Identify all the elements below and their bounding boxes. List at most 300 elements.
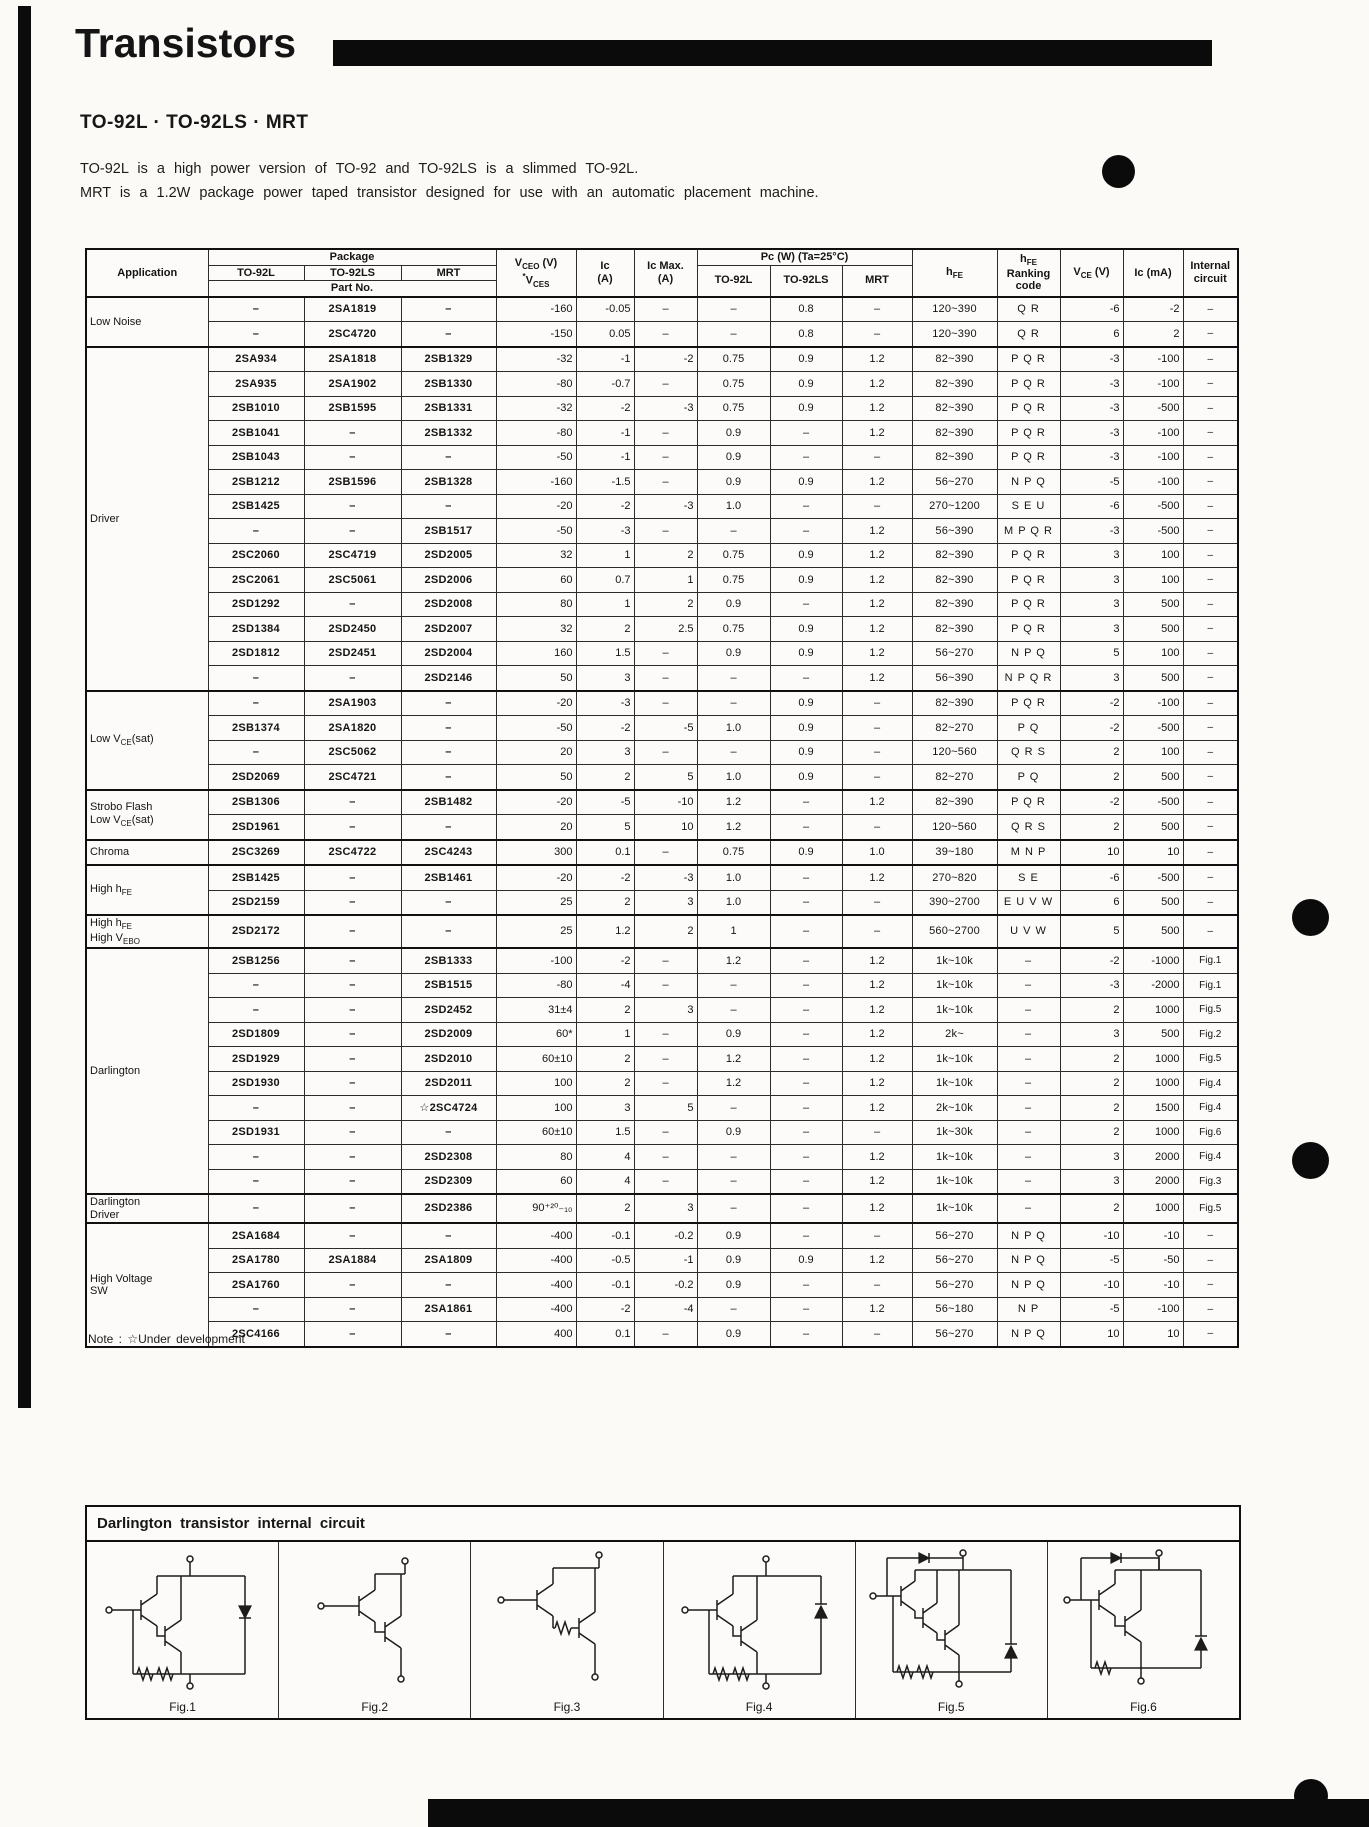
spec-cell: 0.7 [576, 568, 634, 593]
spec-cell: 0.1 [576, 1322, 634, 1347]
spec-cell: 0.9 [770, 641, 842, 666]
spec-cell: 5 [634, 765, 697, 790]
spec-cell: – [770, 998, 842, 1023]
spec-cell: 1.2 [842, 1047, 912, 1072]
spec-cell: – [697, 973, 770, 998]
spec-cell: – [401, 1273, 496, 1298]
spec-cell: – [770, 421, 842, 446]
spec-cell: -2 [1060, 948, 1123, 973]
spec-cell: -4 [634, 1297, 697, 1322]
spec-cell: 1000 [1123, 1194, 1183, 1223]
spec-cell: 2 [576, 1194, 634, 1223]
spec-cell: – [842, 322, 912, 347]
spec-cell: 82~390 [912, 421, 997, 446]
spec-cell: -160 [496, 470, 576, 495]
spec-cell: 0.9 [770, 716, 842, 741]
table-row [86, 790, 1238, 815]
application-cell: High $h_{FE}$ High $V_{EBO}$ [86, 915, 208, 948]
spec-cell: P Q R [997, 568, 1060, 593]
spec-cell: 0.9 [697, 1022, 770, 1047]
spec-cell: -3 [1060, 519, 1123, 544]
spec-cell: 2k~10k [912, 1096, 997, 1121]
spec-cell: 2 [1060, 1096, 1123, 1121]
spec-cell: 2SC4166 [208, 1322, 304, 1347]
col-ic-max: Ic Max. (A) [634, 249, 697, 297]
spec-cell: 0.75 [697, 543, 770, 568]
spec-cell: 6 [1060, 322, 1123, 347]
spec-cell: 0.9 [770, 1248, 842, 1273]
spec-cell: 50 [496, 666, 576, 691]
spec-cell: 2SB1331 [401, 396, 496, 421]
spec-cell: 2SB1374 [208, 716, 304, 741]
spec-cell: – [304, 666, 401, 691]
spec-cell: -3 [634, 396, 697, 421]
spec-cell: – [697, 322, 770, 347]
spec-cell: 1k~10k [912, 1169, 997, 1194]
spec-cell: Fig.1 [1183, 948, 1238, 973]
spec-cell: 2SB1333 [401, 948, 496, 973]
spec-cell: – [1183, 890, 1238, 915]
spec-cell: 2SD2009 [401, 1022, 496, 1047]
spec-cell: – [997, 1120, 1060, 1145]
spec-cell: – [634, 1145, 697, 1170]
spec-cell: – [842, 765, 912, 790]
spec-cell: -1.5 [576, 470, 634, 495]
spec-cell: – [770, 865, 842, 890]
spec-cell: 500 [1123, 765, 1183, 790]
spec-cell: 2SB1482 [401, 790, 496, 815]
spec-cell: -20 [496, 494, 576, 519]
spec-cell: 2SD2069 [208, 765, 304, 790]
spec-cell: – [1183, 543, 1238, 568]
spec-cell: -50 [496, 445, 576, 470]
spec-cell: – [401, 494, 496, 519]
spec-cell: – [634, 421, 697, 446]
table-row [86, 297, 1238, 322]
spec-cell: 2SB1517 [401, 519, 496, 544]
spec-cell: -1 [634, 1248, 697, 1273]
spec-cell: – [208, 691, 304, 716]
spec-cell: – [1183, 716, 1238, 741]
spec-cell: 2SD2010 [401, 1047, 496, 1072]
spec-cell: 0.9 [697, 1120, 770, 1145]
figure-label: Fig.4 [745, 1700, 773, 1714]
spec-cell: 1.2 [842, 998, 912, 1023]
spec-cell: Fig.2 [1183, 1022, 1238, 1047]
spec-cell: P Q [997, 716, 1060, 741]
spec-cell: 2SB1595 [304, 396, 401, 421]
spec-cell: 1.2 [842, 543, 912, 568]
spec-cell: 2 [634, 592, 697, 617]
spec-cell: 80 [496, 1145, 576, 1170]
spec-cell: 3 [1060, 1022, 1123, 1047]
left-edge-bar [18, 6, 31, 1408]
spec-cell: -500 [1123, 519, 1183, 544]
spec-cell: 1.2 [842, 973, 912, 998]
spec-cell: 0.9 [697, 1248, 770, 1273]
spec-cell: – [842, 1120, 912, 1145]
table-row [86, 543, 1238, 568]
spec-cell: P Q R [997, 347, 1060, 372]
spec-cell: – [697, 519, 770, 544]
spec-cell: 50 [496, 765, 576, 790]
figure-panel [87, 1542, 279, 1718]
spec-cell: 500 [1123, 890, 1183, 915]
spec-cell: – [697, 1169, 770, 1194]
col-pc-mrt: MRT [842, 265, 912, 297]
spec-cell: -80 [496, 421, 576, 446]
spec-cell: – [208, 1297, 304, 1322]
table-row [86, 765, 1238, 790]
spec-cell: P Q R [997, 421, 1060, 446]
spec-cell: -80 [496, 372, 576, 397]
spec-cell: 0.9 [697, 1273, 770, 1298]
table-row [86, 740, 1238, 765]
table-row [86, 641, 1238, 666]
table-row [86, 666, 1238, 691]
spec-cell: 2SC4720 [304, 322, 401, 347]
spec-cell: 1.0 [842, 840, 912, 866]
spec-cell: 1.2 [842, 396, 912, 421]
table-row [86, 840, 1238, 866]
spec-cell: N P Q [997, 1248, 1060, 1273]
spec-cell: 3 [1060, 1169, 1123, 1194]
darlington-circuit-fig3 [479, 1548, 655, 1698]
table-row [86, 1169, 1238, 1194]
spec-cell: – [997, 1022, 1060, 1047]
spec-cell: – [208, 297, 304, 322]
spec-cell: 0.9 [770, 740, 842, 765]
spec-cell: 3 [1060, 1145, 1123, 1170]
spec-cell: -2 [576, 948, 634, 973]
application-cell: Low Noise [86, 297, 208, 347]
spec-cell: 80 [496, 592, 576, 617]
spec-cell: 0.9 [770, 470, 842, 495]
spec-cell: – [1183, 568, 1238, 593]
spec-cell: 1.2 [842, 1022, 912, 1047]
col-part-no: Part No. [208, 281, 496, 297]
spec-cell: 10 [634, 815, 697, 840]
description-line: MRT is a 1.2W package power taped transistor designed for use with an automatic placement machine. [80, 184, 819, 201]
spec-cell: 2SD2172 [208, 915, 304, 948]
spec-cell: – [208, 666, 304, 691]
spec-cell: – [304, 790, 401, 815]
spec-cell: 2 [576, 890, 634, 915]
spec-cell: 2 [576, 765, 634, 790]
spec-cell: – [208, 1145, 304, 1170]
bottom-edge-bar [428, 1799, 1369, 1827]
table-row [86, 1120, 1238, 1145]
spec-cell: -3 [1060, 973, 1123, 998]
spec-cell: 400 [496, 1322, 576, 1347]
col-hfe: $h_{FE}$ [912, 249, 997, 297]
spec-cell: -400 [496, 1273, 576, 1298]
spec-cell: 500 [1123, 617, 1183, 642]
spec-cell: 2SD2309 [401, 1169, 496, 1194]
spec-cell: -100 [1123, 372, 1183, 397]
spec-cell: 0.9 [770, 765, 842, 790]
spec-cell: Fig.6 [1183, 1120, 1238, 1145]
spec-cell: 2SA1684 [208, 1223, 304, 1248]
spec-cell: Fig.5 [1183, 998, 1238, 1023]
spec-cell: -0.5 [576, 1248, 634, 1273]
figure-label: Fig.6 [1130, 1700, 1157, 1714]
spec-cell: 0.75 [697, 347, 770, 372]
spec-cell: 56~270 [912, 1223, 997, 1248]
spec-cell: – [1183, 421, 1238, 446]
spec-cell: 2 [1060, 765, 1123, 790]
application-cell: High Voltage SW [86, 1223, 208, 1347]
spec-cell: 1.2 [842, 865, 912, 890]
spec-cell: 2SD2452 [401, 998, 496, 1023]
spec-cell: – [770, 445, 842, 470]
spec-cell: – [1183, 1248, 1238, 1273]
figure-label: Fig.2 [361, 1700, 389, 1714]
spec-cell: 1.2 [842, 421, 912, 446]
spec-cell: 1.2 [842, 641, 912, 666]
spec-cell: -6 [1060, 297, 1123, 322]
table-row [86, 470, 1238, 495]
spec-cell: – [697, 691, 770, 716]
spec-cell: P Q R [997, 617, 1060, 642]
spec-cell: 2SB1043 [208, 445, 304, 470]
spec-cell: 1000 [1123, 1120, 1183, 1145]
col-vce: $V_{CE}$ (V) [1060, 249, 1123, 297]
spec-cell: N P Q [997, 1273, 1060, 1298]
spec-cell: Fig.3 [1183, 1169, 1238, 1194]
spec-cell: 500 [1123, 815, 1183, 840]
spec-cell: – [304, 592, 401, 617]
spec-cell: 82~390 [912, 543, 997, 568]
spec-cell: – [304, 1145, 401, 1170]
spec-cell: -2 [1060, 790, 1123, 815]
spec-cell: 120~390 [912, 297, 997, 322]
spec-cell: – [304, 1169, 401, 1194]
spec-cell: – [770, 592, 842, 617]
spec-cell: 2SB1306 [208, 790, 304, 815]
table-row [86, 494, 1238, 519]
spec-cell: N P Q [997, 470, 1060, 495]
spec-cell: 1.2 [842, 1194, 912, 1223]
spec-cell: -5 [634, 716, 697, 741]
spec-cell: 56~180 [912, 1297, 997, 1322]
spec-cell: – [208, 998, 304, 1023]
figure-label: Fig.5 [937, 1700, 965, 1714]
spec-cell: 82~390 [912, 347, 997, 372]
spec-cell: 1k~10k [912, 998, 997, 1023]
table-row [86, 1223, 1238, 1248]
spec-cell: 2.5 [634, 617, 697, 642]
spec-cell: – [770, 1297, 842, 1322]
application-cell: Darlington Driver [86, 1194, 208, 1223]
spec-cell: 56~390 [912, 519, 997, 544]
spec-cell: 1.2 [842, 347, 912, 372]
application-cell: Darlington [86, 948, 208, 1194]
spec-cell: 2 [1060, 1194, 1123, 1223]
table-row [86, 915, 1238, 948]
spec-cell: 390~2700 [912, 890, 997, 915]
spec-cell: – [634, 1169, 697, 1194]
spec-cell: 2SA1818 [304, 347, 401, 372]
transistor-spec-table [85, 248, 1239, 1348]
spec-cell: 60±10 [496, 1120, 576, 1145]
spec-cell: 2 [634, 915, 697, 948]
spec-cell: 0.9 [770, 372, 842, 397]
spec-cell: 2SD2386 [401, 1194, 496, 1223]
spec-cell: -0.2 [634, 1223, 697, 1248]
spec-cell: 2 [576, 998, 634, 1023]
application-cell: Chroma [86, 840, 208, 866]
spec-cell: M N P [997, 840, 1060, 866]
spec-cell: 1.2 [576, 915, 634, 948]
spec-cell: – [1183, 641, 1238, 666]
spec-cell: -0.1 [576, 1273, 634, 1298]
spec-cell: -3 [634, 494, 697, 519]
table-row [86, 322, 1238, 347]
spec-cell: – [634, 1022, 697, 1047]
spec-cell: 100 [496, 1096, 576, 1121]
spec-cell: – [770, 1096, 842, 1121]
spec-cell: – [208, 973, 304, 998]
spec-cell: 1000 [1123, 1047, 1183, 1072]
spec-cell: 2SA1902 [304, 372, 401, 397]
spec-cell: 2SD1929 [208, 1047, 304, 1072]
spec-cell: 1.2 [842, 617, 912, 642]
spec-cell: 2SD1961 [208, 815, 304, 840]
spec-cell: -2 [576, 1297, 634, 1322]
figure-panel [856, 1542, 1048, 1718]
title-rule-bar [333, 40, 1212, 66]
spec-cell: – [997, 1047, 1060, 1072]
spec-cell: 1000 [1123, 1071, 1183, 1096]
spec-cell: – [634, 641, 697, 666]
spec-cell: 2SD2006 [401, 568, 496, 593]
spec-cell: – [697, 666, 770, 691]
spec-cell: 3 [634, 890, 697, 915]
spec-cell: – [634, 470, 697, 495]
spec-cell: 2 [1060, 1071, 1123, 1096]
col-to92ls: TO-92LS [304, 265, 401, 281]
spec-cell: 32 [496, 543, 576, 568]
table-row [86, 691, 1238, 716]
spec-cell: -0.05 [576, 297, 634, 322]
spec-cell: 2SD2450 [304, 617, 401, 642]
table-row [86, 396, 1238, 421]
table-row [86, 617, 1238, 642]
spec-cell: 0.9 [770, 617, 842, 642]
spec-cell: -100 [1123, 347, 1183, 372]
spec-cell: – [634, 666, 697, 691]
spec-cell: 3 [634, 998, 697, 1023]
footnote: Note : ☆Under development [88, 1332, 245, 1346]
spec-cell: – [401, 1223, 496, 1248]
spec-cell: – [634, 973, 697, 998]
table-row [86, 1071, 1238, 1096]
spec-cell: 1.2 [842, 790, 912, 815]
col-vceo: $V_{CEO}$ (V) $^*V_{CES}$ [496, 249, 576, 297]
figure-panel [664, 1542, 856, 1718]
spec-cell: -6 [1060, 865, 1123, 890]
spec-cell: 2SB1041 [208, 421, 304, 446]
col-package: Package [208, 249, 496, 265]
spec-cell: 6 [1060, 890, 1123, 915]
spec-cell: -100 [496, 948, 576, 973]
spec-cell: – [997, 1071, 1060, 1096]
spec-cell: -2 [576, 865, 634, 890]
spec-cell: -2 [634, 347, 697, 372]
spec-cell: – [401, 691, 496, 716]
spec-cell: -100 [1123, 1297, 1183, 1322]
spec-cell: – [634, 1120, 697, 1145]
col-application: Application [86, 249, 208, 297]
spec-cell: 0.8 [770, 297, 842, 322]
table-row [86, 568, 1238, 593]
spec-cell: – [1183, 470, 1238, 495]
spec-cell: – [401, 915, 496, 948]
section-heading: TO-92L · TO-92LS · MRT [80, 112, 309, 133]
spec-cell: P Q R [997, 691, 1060, 716]
spec-cell: -2 [576, 396, 634, 421]
spec-cell: – [997, 1194, 1060, 1223]
table-row [86, 998, 1238, 1023]
spec-cell: 56~270 [912, 641, 997, 666]
spec-cell: -2 [576, 494, 634, 519]
spec-cell: – [401, 297, 496, 322]
spec-cell: 82~390 [912, 396, 997, 421]
figure-label: Fig.1 [169, 1700, 196, 1714]
spec-cell: – [770, 1223, 842, 1248]
spec-cell: 2SA1780 [208, 1248, 304, 1273]
spec-cell: 2SC5061 [304, 568, 401, 593]
spec-cell: 1.2 [842, 519, 912, 544]
spec-cell: 2SB1010 [208, 396, 304, 421]
spec-cell: 2SB1212 [208, 470, 304, 495]
description-line: TO-92L is a high power version of TO-92 and TO-92LS is a slimmed TO-92L. [80, 160, 639, 177]
spec-cell: – [401, 815, 496, 840]
col-internal-circuit: Internal circuit [1183, 249, 1238, 297]
spec-cell: – [997, 1169, 1060, 1194]
spec-cell: -3 [1060, 421, 1123, 446]
spec-cell: Q R [997, 322, 1060, 347]
spec-cell: -3 [1060, 396, 1123, 421]
spec-cell: 82~390 [912, 592, 997, 617]
spec-cell: 0.75 [697, 396, 770, 421]
spec-cell: 1.2 [697, 790, 770, 815]
spec-cell: 5 [1060, 641, 1123, 666]
spec-cell: 1.5 [576, 1120, 634, 1145]
spec-cell: 100 [1123, 740, 1183, 765]
spec-cell: 1 [576, 543, 634, 568]
spec-cell: 1k~30k [912, 1120, 997, 1145]
spec-cell: -32 [496, 396, 576, 421]
table-row [86, 1248, 1238, 1273]
spec-cell: 2SD2008 [401, 592, 496, 617]
spec-cell: 0.9 [770, 347, 842, 372]
darlington-circuit-fig2 [287, 1548, 463, 1698]
spec-cell: – [997, 1096, 1060, 1121]
spec-cell: 0.75 [697, 372, 770, 397]
spec-cell: – [842, 716, 912, 741]
spec-cell: 0.9 [697, 445, 770, 470]
spec-cell: – [697, 998, 770, 1023]
spec-cell: – [770, 915, 842, 948]
spec-cell: 2SB1461 [401, 865, 496, 890]
application-cell: Strobo Flash Low $V_{CE}(sat)$ [86, 790, 208, 840]
table-row [86, 948, 1238, 973]
spec-cell: – [1183, 815, 1238, 840]
spec-cell: N P [997, 1297, 1060, 1322]
spec-cell: 120~560 [912, 740, 997, 765]
